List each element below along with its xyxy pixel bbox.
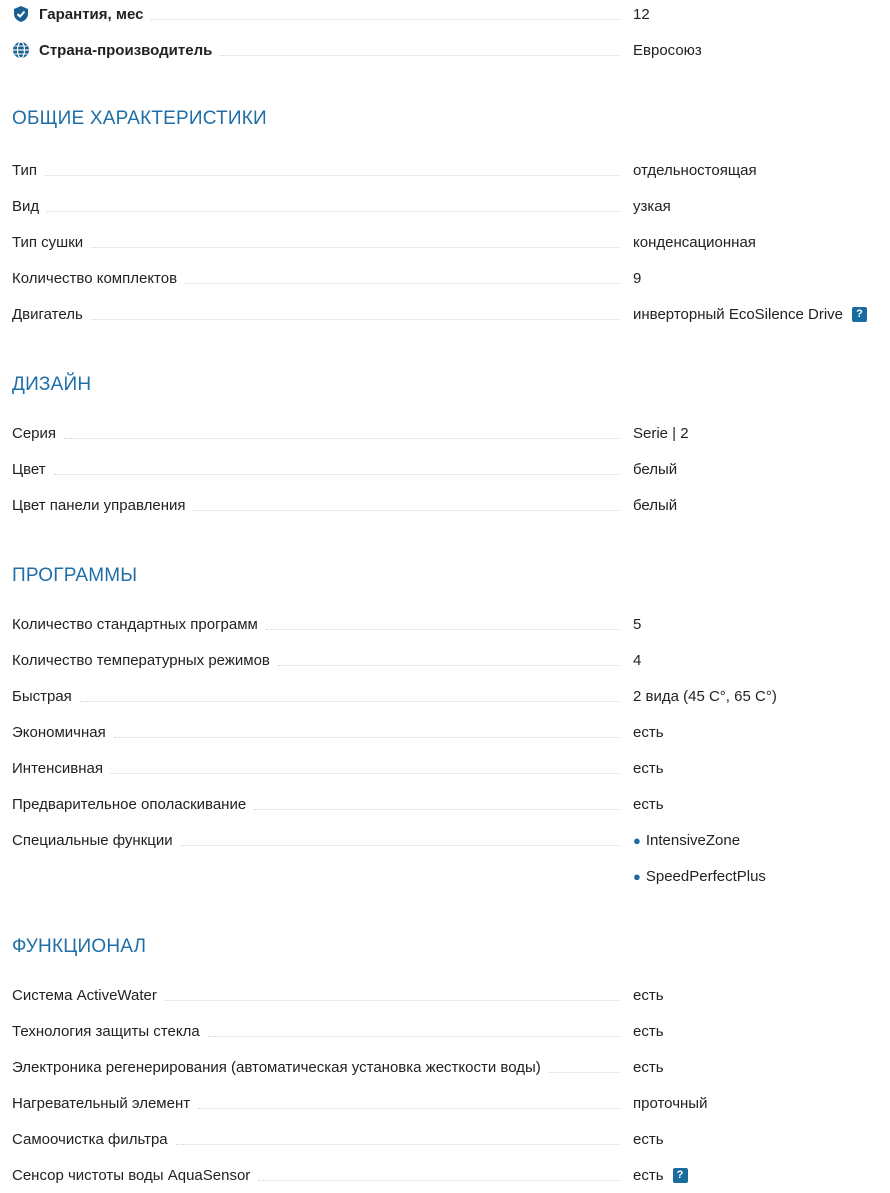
spec-row <box>0 1013 890 1049</box>
spec-value: IntensiveZone <box>645 831 741 849</box>
spec-value: есть <box>633 1166 664 1184</box>
spec-label: Двигатель <box>12 306 91 323</box>
help-icon[interactable]: ? <box>673 1168 688 1183</box>
spec-label: Количество температурных режимов <box>12 652 278 669</box>
spec-label: Гарантия, мес <box>39 6 151 23</box>
spec-label: Экономичная <box>12 724 114 741</box>
spec-value: Евросоюз <box>633 41 702 59</box>
spec-row-warranty <box>0 0 890 32</box>
spec-row <box>0 1049 890 1085</box>
spec-label: Нагревательный элемент <box>12 1095 198 1112</box>
spec-value: есть <box>633 759 664 777</box>
spec-row <box>0 296 890 332</box>
spec-label: Система ActiveWater <box>12 987 165 1004</box>
spec-value: 5 <box>633 615 642 633</box>
section-title-functional: ФУНКЦИОНАЛ <box>12 936 147 957</box>
spec-label: Вид <box>12 198 47 215</box>
spec-value: есть <box>633 723 664 741</box>
spec-label: Самоочистка фильтра <box>12 1131 176 1148</box>
spec-row <box>0 152 890 188</box>
spec-value: 12 <box>633 5 650 23</box>
spec-label: Специальные функции <box>12 832 181 849</box>
spec-row <box>0 451 890 487</box>
spec-value: узкая <box>633 197 671 215</box>
spec-value: есть <box>633 1130 664 1148</box>
spec-row <box>0 642 890 678</box>
spec-value: белый <box>633 496 678 514</box>
spec-value: 2 вида (45 C°, 65 C°) <box>633 687 777 705</box>
spec-label: Быстрая <box>12 688 80 705</box>
spec-label: Цвет панели управления <box>12 497 193 514</box>
shield-check-icon <box>12 5 30 23</box>
spec-row <box>0 1157 890 1193</box>
section-title-programs: ПРОГРАММЫ <box>12 565 138 586</box>
spec-value: есть <box>633 1058 664 1076</box>
spec-label: Тип <box>12 162 45 179</box>
spec-value: есть <box>633 1022 664 1040</box>
spec-row <box>0 750 890 786</box>
section-title-design: ДИЗАЙН <box>12 374 92 395</box>
spec-row <box>0 224 890 260</box>
spec-value: есть <box>633 795 664 813</box>
spec-label: Электроника регенерирования (автоматическая установка жесткости воды) <box>12 1059 549 1076</box>
spec-label: Серия <box>12 425 64 442</box>
spec-label: Страна-производитель <box>39 42 220 59</box>
spec-row <box>0 415 890 451</box>
spec-value: проточный <box>633 1094 708 1112</box>
spec-label: Предварительное ополаскивание <box>12 796 254 813</box>
spec-label: Интенсивная <box>12 760 111 777</box>
spec-row <box>0 678 890 714</box>
spec-row <box>0 1121 890 1157</box>
spec-row-special-item <box>0 858 890 894</box>
bullet-icon: ● <box>633 832 641 848</box>
spec-value: инверторный EcoSilence Drive <box>633 305 844 323</box>
spec-value: конденсационная <box>633 233 756 251</box>
spec-label: Количество стандартных программ <box>12 616 266 633</box>
bullet-icon: ● <box>633 868 641 884</box>
spec-label: Количество комплектов <box>12 270 185 287</box>
spec-label: Сенсор чистоты воды AquaSensor <box>12 1167 258 1184</box>
spec-row <box>0 714 890 750</box>
spec-value: 9 <box>633 269 642 287</box>
spec-row-special-functions <box>0 822 890 858</box>
spec-label: Цвет <box>12 461 54 478</box>
spec-value: SpeedPerfectPlus <box>645 867 766 885</box>
globe-icon <box>12 41 30 59</box>
spec-row <box>0 606 890 642</box>
help-icon[interactable]: ? <box>852 307 867 322</box>
spec-row <box>0 487 890 523</box>
section-title-general: ОБЩИЕ ХАРАКТЕРИСТИКИ <box>12 108 267 129</box>
spec-row <box>0 786 890 822</box>
spec-row <box>0 1085 890 1121</box>
spec-label: Технология защиты стекла <box>12 1023 208 1040</box>
spec-value: белый <box>633 460 678 478</box>
spec-value: Serie | 2 <box>633 424 689 442</box>
spec-row <box>0 977 890 1013</box>
spec-value: есть <box>633 986 664 1004</box>
spec-row-country <box>0 32 890 68</box>
spec-value: отдельностоящая <box>633 161 757 179</box>
spec-row <box>0 260 890 296</box>
spec-row <box>0 188 890 224</box>
spec-label: Тип сушки <box>12 234 91 251</box>
spec-value: 4 <box>633 651 642 669</box>
